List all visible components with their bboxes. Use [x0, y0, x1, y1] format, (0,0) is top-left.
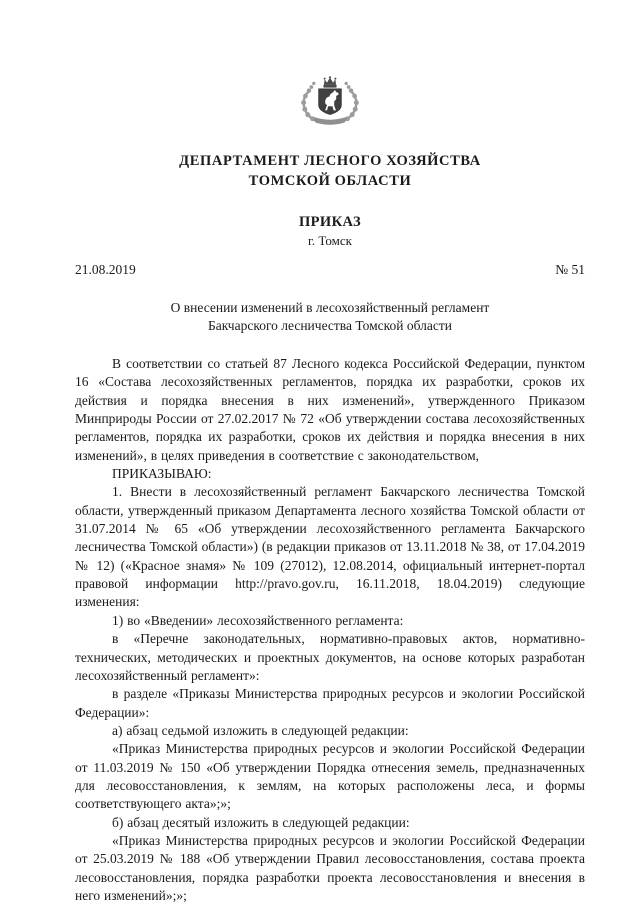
organization-name-line2: ТОМСКОЙ ОБЛАСТИ: [248, 173, 412, 189]
paragraph-point-a: а) абзац седьмой изложить в следующей редакции:: [112, 722, 409, 738]
paragraph-prikaz-150: «Приказ Министерства природных ресурсов и экологии Российской Федерации от 11.03.2019 № 150 «Об утверждении Порядка отнесения земель, предназначенных для лесовосстановления, к землям, на которых расположены леса, и формы соответствующего акта»;»;: [75, 741, 585, 812]
date-number-row: [75, 261, 585, 278]
paragraph-razdel: в разделе «Приказы Министерства природных ресурсов и экологии Российской Федерации»:: [75, 686, 585, 720]
paragraph-preamble: В соответствии со статьей 87 Лесного кодекса Российской Федерации, пунктом 16 «Состава лесохозяйственных регламентов, порядка их разработки, сроков их действия и порядка внесения в них изменений», утвержденного Приказом Минприроды России от 27.02.2017 № 72 «Об утверждении состава лесохозяйственных регламентов, порядка их разработки, сроков их действия и порядка внесения в них изменений», в целях приведения в соответствие с законодательством,: [75, 356, 585, 463]
emblem-container: [75, 76, 585, 139]
paragraph-item-1: 1. Внести в лесохозяйственный регламент Бакчарского лесничества Томской области, утвержденный приказом Департамента лесного хозяйства Томской области от 31.07.2014 № 65 «Об утверждении лесохозяйственного регламента Бакчарского лесничества Томской области») (в редакции приказов от 13.11.2018 № 38, от 17.04.2019 № 12) («Красное знамя» № 109 (27012), 12.08.2014, официальный интернет-портал правовой информации http://pravo.gov.ru, 16.11.2018, 18.04.2019) следующие изменения:: [75, 484, 585, 610]
document-type-label: ПРИКАЗ: [298, 214, 362, 230]
paragraph-prikaz-188: «Приказ Министерства природных ресурсов и экологии Российской Федерации от 25.03.2019 № 188 «Об утверждении Правил лесовосстановления, состава проекта лесовосстановления, порядка разработки проекта лесовосстановления и внесения в него изменений»;»;: [75, 832, 585, 903]
paragraph-prikazyvayu: ПРИКАЗЫВАЮ:: [112, 466, 212, 482]
tomsk-coat-of-arms-icon: [297, 76, 363, 134]
paragraph-perechen: в «Перечне законодательных, нормативно-правовых актов, нормативно-технических, методических и проектных документов, на основе которых разработан лесохозяйственный регламент»:: [75, 631, 585, 683]
document-number: № 51: [555, 262, 585, 277]
paragraph-subitem-1: 1) во «Введении» лесохозяйственного регламента:: [112, 612, 404, 628]
document-title-line1: О внесении изменений в лесохозяйственный регламент: [170, 300, 490, 315]
document-title: [75, 299, 585, 335]
document-place: г. Томск: [308, 233, 352, 248]
document-content: [75, 0, 585, 905]
document-date: 21.08.2019: [75, 262, 136, 277]
document-title-line2: Бакчарского лесничества Томской области: [208, 318, 452, 333]
organization-name: [75, 151, 585, 191]
document-body: [75, 355, 585, 905]
organization-name-line1: ДЕПАРТАМЕНТ ЛЕСНОГО ХОЗЯЙСТВА: [179, 153, 481, 169]
paragraph-point-b: б) абзац десятый изложить в следующей редакции:: [112, 814, 410, 830]
